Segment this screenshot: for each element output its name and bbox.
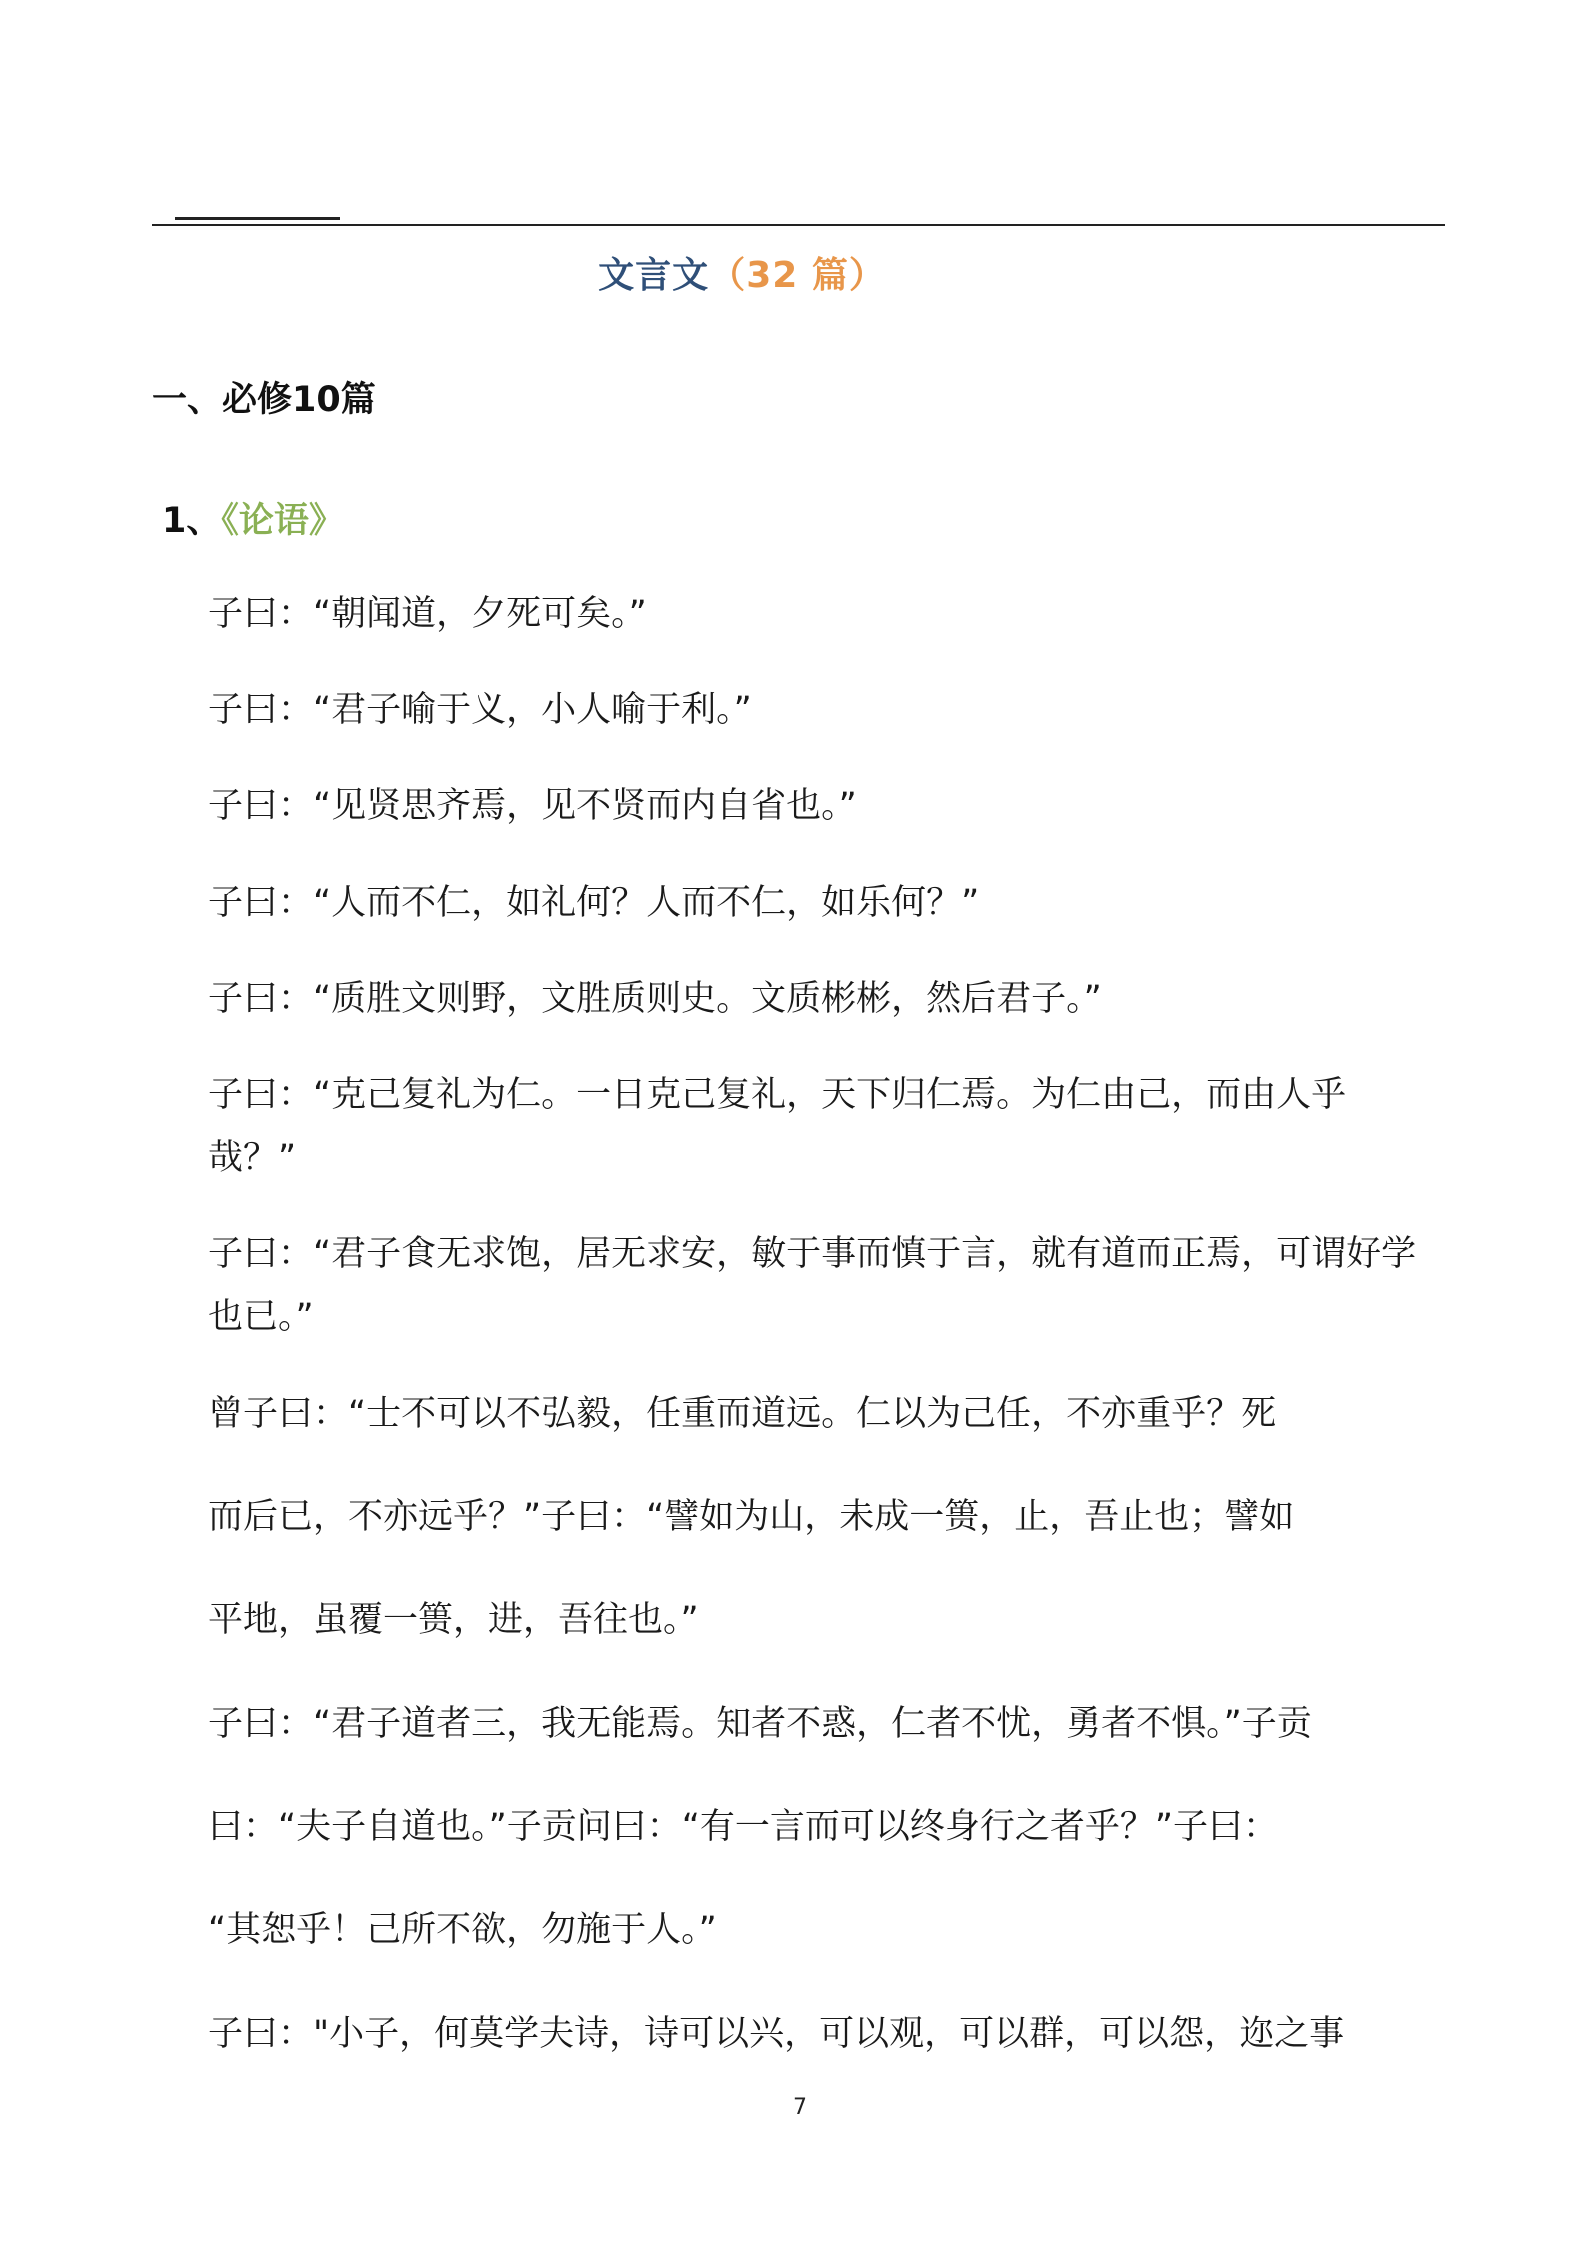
subsection-name: 《论语》 — [221, 501, 344, 541]
text-line: 哉？” — [208, 1138, 297, 1178]
title-main: 文言文 — [598, 255, 710, 296]
text-line: 子曰：“人而不仁，如礼何？人而不仁，如乐何？” — [208, 883, 980, 923]
page-number: 7 — [793, 2095, 807, 2120]
text-line: 子曰："小子，何莫学夫诗，诗可以兴，可以观，可以群，可以怨，迩之事 — [208, 2014, 1345, 2054]
text-line: 子曰：“君子道者三，我无能焉。知者不惑，仁者不忧，勇者不惧。”子贡 — [208, 1704, 1312, 1744]
text-line: 子曰：“君子喻于义，小人喻于利。” — [208, 690, 752, 730]
text-line: 子曰：“质胜文则野，文胜质则史。文质彬彬，然后君子。” — [208, 979, 1102, 1019]
text-line: 子曰：“朝闻道，夕死可矣。” — [208, 594, 647, 634]
text-line: 子曰：“君子食无求饱，居无求安，敏于事而慎于言，就有道而正焉，可谓好学 — [208, 1234, 1417, 1274]
title-count: （32 篇） — [709, 255, 886, 296]
text-line: 而后已，不亦远乎？”子曰：“譬如为山，未成一篑，止，吾止也；譬如 — [208, 1497, 1295, 1537]
text-line: 子曰：“见贤思齐焉，见不贤而内自省也。” — [208, 786, 857, 826]
text-line: “其恕乎！己所不欲，勿施于人。” — [208, 1910, 717, 1950]
text-line: 也已。” — [208, 1297, 314, 1337]
section-heading: 一、必修10篇 — [152, 380, 376, 420]
header-divider — [152, 224, 1445, 226]
header-short-rule — [175, 217, 340, 220]
subsection-number: 1、 — [162, 501, 222, 541]
text-line: 平地，虽覆一篑，进，吾往也。” — [208, 1600, 699, 1640]
text-line: 曾子曰：“士不可以不弘毅，任重而道远。仁以为己任，不亦重乎？死 — [208, 1394, 1277, 1434]
text-line: 子曰：“克己复礼为仁。一日克己复礼，天下归仁焉。为仁由己，而由人乎 — [208, 1075, 1347, 1115]
text-line: 曰：“夫子自道也。”子贡问曰：“有一言而可以终身行之者乎？”子曰： — [208, 1807, 1279, 1847]
subsection-heading — [162, 493, 344, 543]
page-title — [0, 247, 1484, 298]
